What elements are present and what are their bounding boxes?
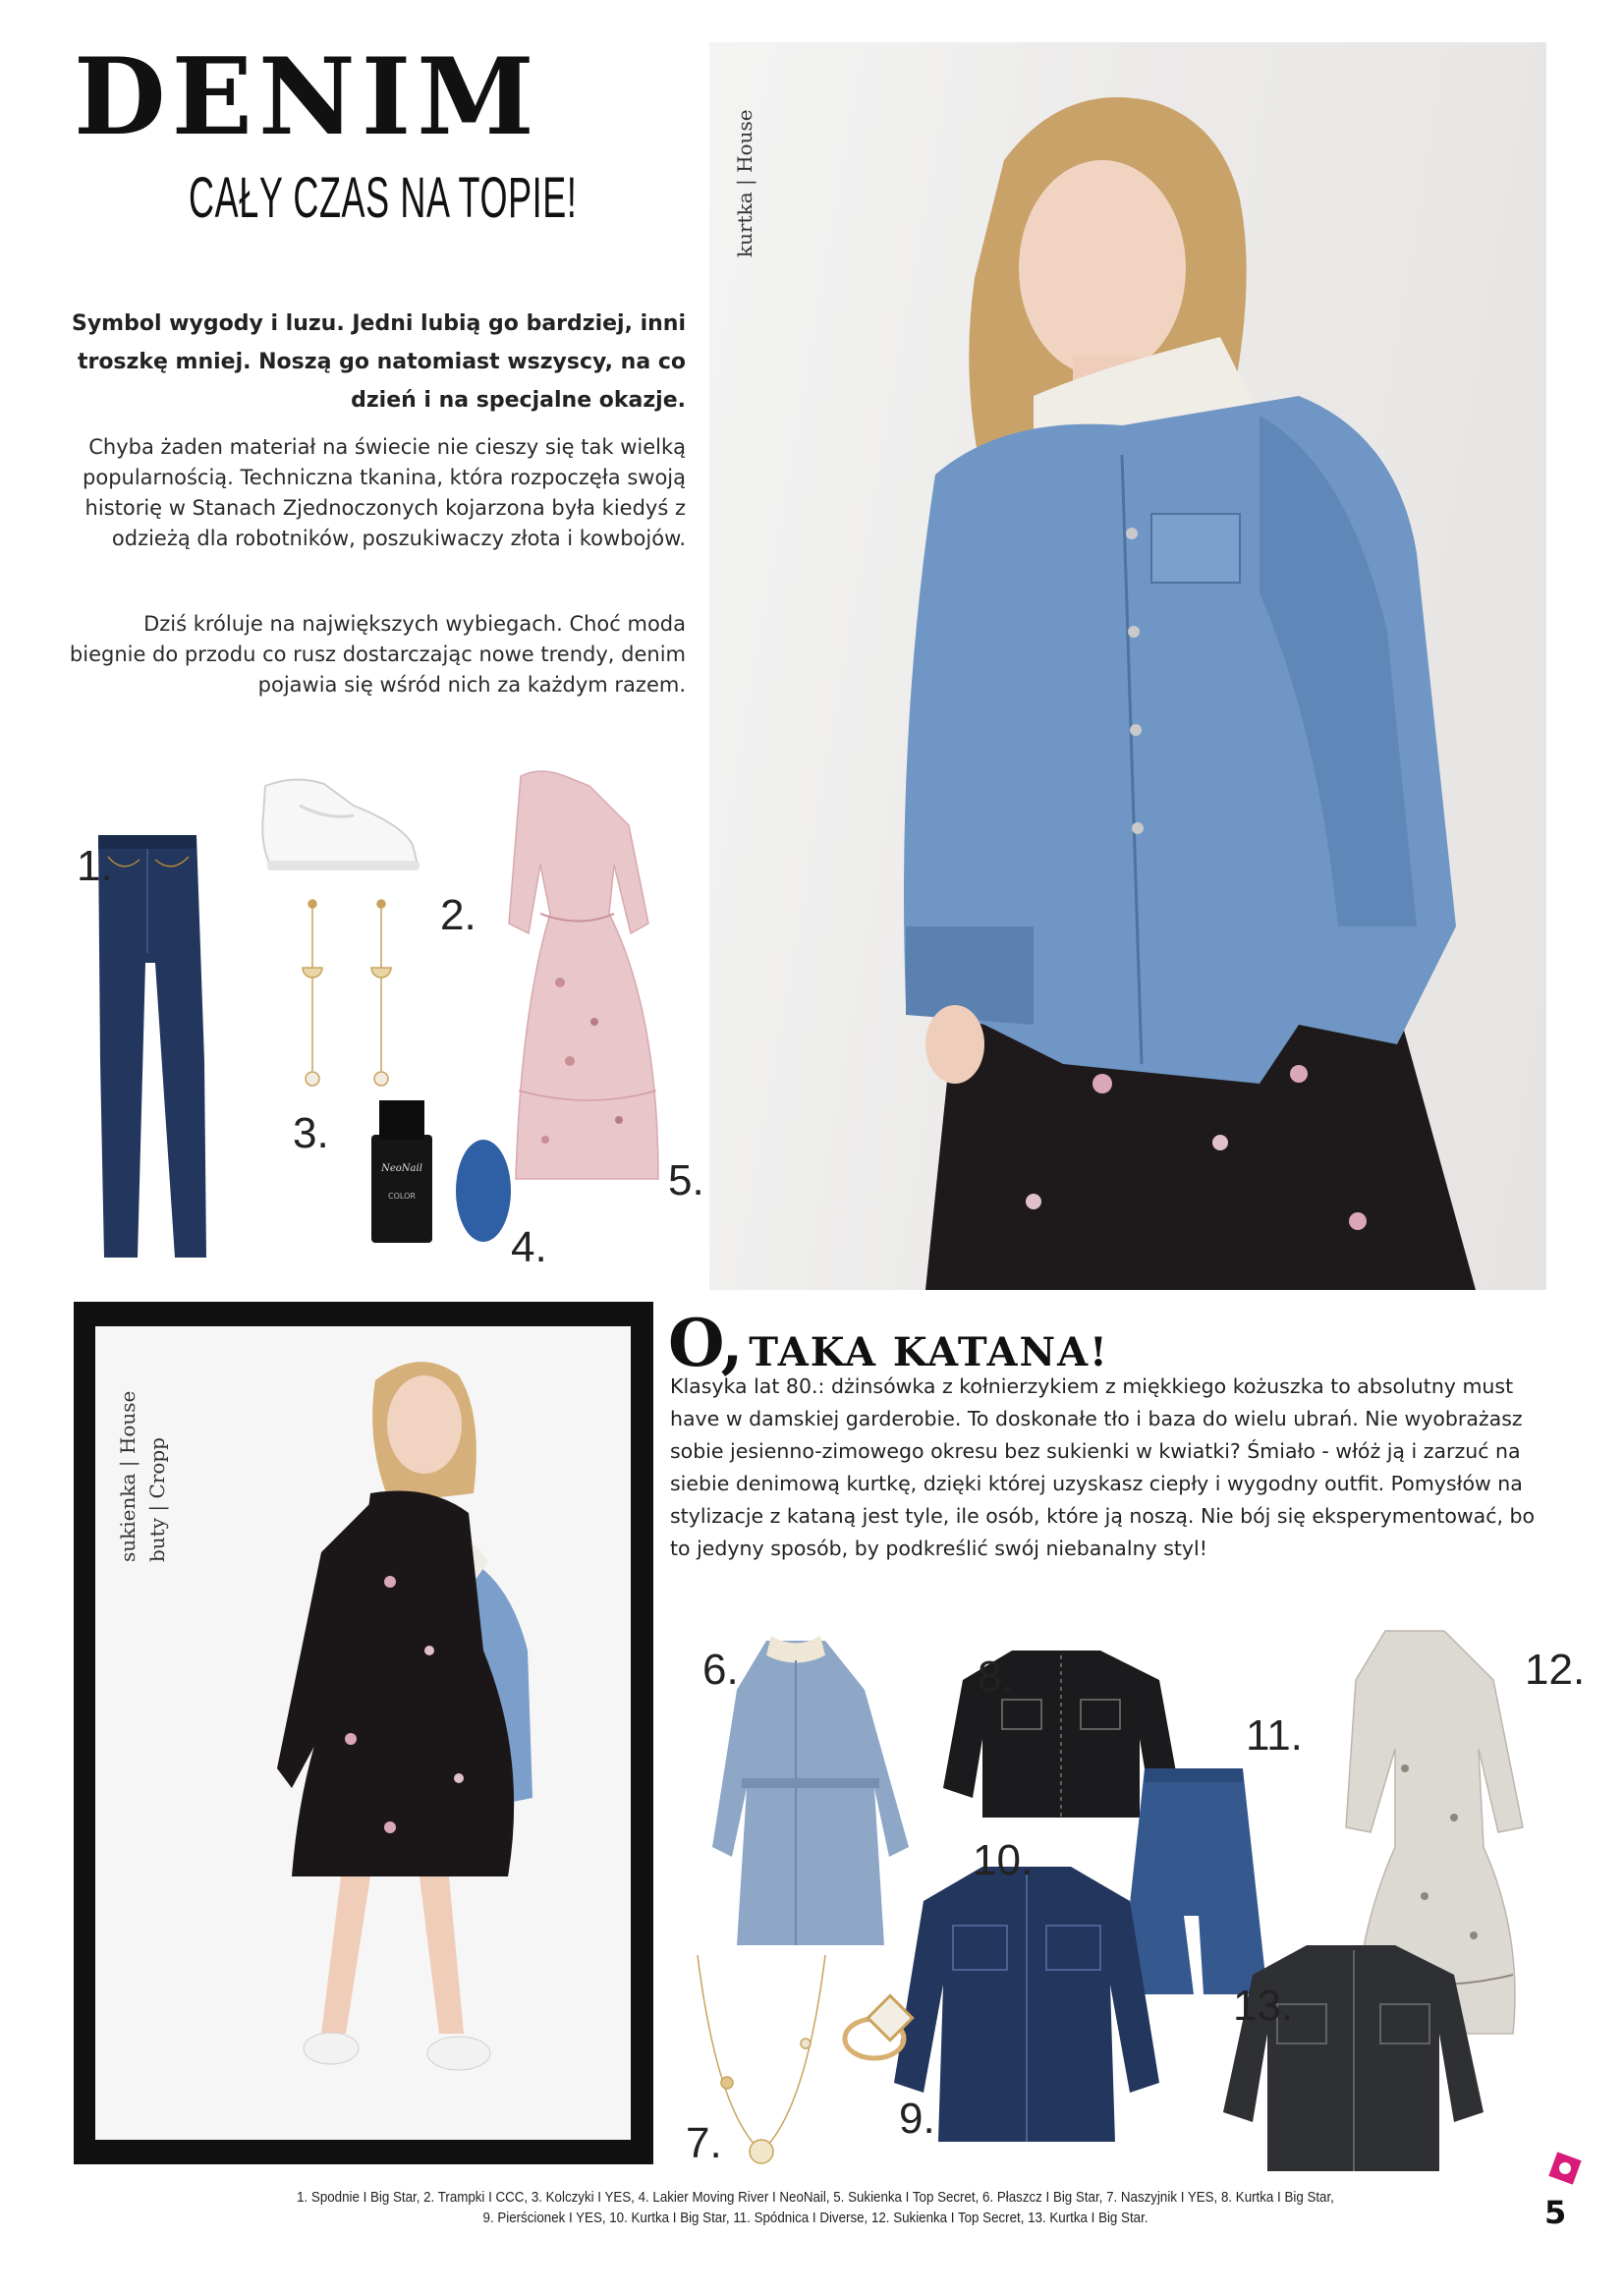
- denim-skirt-illustration: [1120, 1768, 1267, 1994]
- page-subtitle: CAŁY CZAS NA TOPIE!: [189, 166, 578, 230]
- product-number-1: 1.: [77, 842, 113, 890]
- product-number-7: 7.: [686, 2119, 722, 2167]
- product-collage-top-svg: [59, 766, 707, 1297]
- product-number-4: 4.: [511, 1223, 547, 1271]
- intro-paragraph-2: Dziś króluje na największych wybiegach. Choć moda biegnie do przodu co rusz dostarczając nowe trendy, denim pojawia się wśród nich za każdym razem.: [69, 612, 686, 697]
- black-denim-jacket-illustration: [1223, 1945, 1484, 2171]
- product-number-6: 6.: [702, 1646, 739, 1694]
- framed-photo: [95, 1326, 631, 2140]
- nail-polish-brand: NeoNail: [381, 1163, 422, 1174]
- product-number-11: 11.: [1246, 1711, 1303, 1760]
- main-photo: [709, 42, 1546, 1290]
- product-credits: [192, 2188, 1439, 2229]
- product-number-5: 5.: [668, 1156, 704, 1204]
- product-credits-line-1: 1. Spodnie I Big Star, 2. Trampki I CCC, 3. Kolczyki I YES, 4. Lakier Moving River I NeoNail, 5. Sukienka I Top Secret, 6. Płaszcz I Big Star, 7. Naszyjnik I YES, 8. Kurtka I Big Star,: [297, 2190, 1334, 2206]
- main-photo-caption: kurtka | House: [733, 109, 756, 257]
- nail-polish-illustration: [371, 1100, 511, 1243]
- framed-photo-illustration: [95, 1326, 631, 2140]
- product-credits-line-2: 9. Pierścionek I YES, 10. Kurtka I Big Star, 11. Spódnica I Diverse, 12. Sukienka I Top Secret, 13. Kurtka I Big Star.: [482, 2211, 1148, 2226]
- section-title-big: O,: [668, 1305, 744, 1381]
- page-number: 5: [1544, 2194, 1567, 2231]
- product-collage-top: [59, 766, 707, 1297]
- brand-logo: [1546, 2150, 1586, 2193]
- brand-logo-icon: [1546, 2150, 1586, 2189]
- product-number-8: 8.: [978, 1652, 1014, 1701]
- denim-coat-illustration: [712, 1636, 909, 1945]
- product-number-10: 10.: [973, 1836, 1034, 1884]
- intro-paragraph-1: Chyba żaden materiał na świecie nie cieszy się tak wielką popularnością. Techniczna tkanina, która rozpoczęła swoją historię w Stanach Zjednoczonych kojarzona była kiedyś z odzieżą dla robotników, poszukiwaczy złota i kowbojów.: [83, 435, 686, 550]
- product-collage-bottom-svg: [678, 1621, 1582, 2191]
- dress-illustration: [509, 771, 658, 1179]
- intro-lead: Symbol wygody i luzu. Jedni lubią go bardziej, inni troszkę mniej. Noszą go natomiast wszyscy, na co dzień i na specjalne okazje.: [72, 311, 686, 413]
- section-title-small: TAKA KATANA!: [749, 1329, 1109, 1375]
- earrings-illustration: [303, 900, 391, 1086]
- sneaker-illustration: [262, 779, 420, 870]
- product-number-9: 9.: [899, 2095, 935, 2143]
- product-number-3: 3.: [293, 1109, 329, 1157]
- jeans-illustration: [98, 835, 206, 1258]
- nail-polish-line: COLOR: [388, 1192, 416, 1201]
- ring-illustration: [845, 1995, 913, 2058]
- framed-photo-caption-2: buty | Cropp: [145, 1437, 169, 1562]
- product-number-12: 12.: [1525, 1646, 1586, 1694]
- product-number-2: 2.: [440, 891, 476, 939]
- product-collage-bottom: [678, 1621, 1586, 2191]
- section-text: Klasyka lat 80.: dżinsówka z kołnierzykiem z miękkiego kożuszka to absolutny must have w damskiej garderobie. To doskonałe tło i baza do wielu ubrań. Nie wyobrażasz sobie jesienno-zimowego okresu bez sukienki w kwiatki? Śmiało - włóż ją i zarzuć na siebie denimową kurtkę, dzięki której uzyskasz ciepły i wygodny outfit. Pomysłów na stylizacje z kataną jest tyle, ile osób, które ją noszą. Nie bój się eksperymentować, bo to jedyny sposób, by podkreślić swój niebanalny styl!: [670, 1374, 1536, 1560]
- page-title: DENIM: [74, 35, 540, 159]
- main-photo-illustration: [709, 42, 1546, 1290]
- framed-photo-caption-1: sukienka | House: [116, 1390, 140, 1562]
- product-number-13: 13.: [1233, 1982, 1294, 2030]
